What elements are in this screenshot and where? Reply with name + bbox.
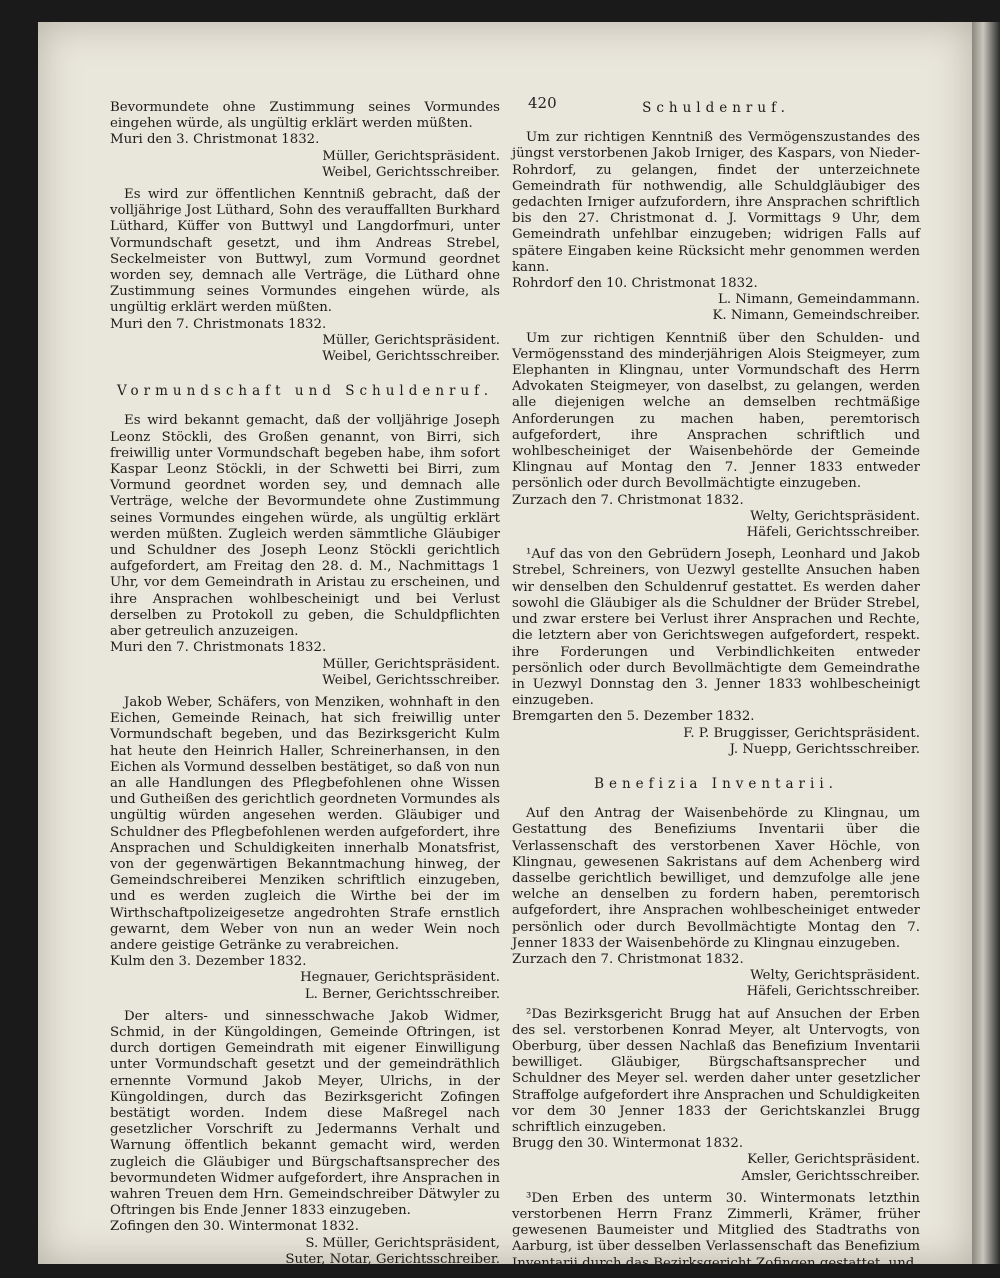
notice-signature: J. Nuepp, Gerichtsschreiber. <box>729 741 920 757</box>
notice-text: ²Das Bezirksgericht Brugg hat auf Ansuchen der Erben des sel. verstorbenen Konrad Meyer, alt Untervogts, von Oberburg, über dessen Nachlaß das Benefizium Inventarii bewilliget. Gläubiger, Bürgschaftsansprecher und Schuldner des Meyer sel. werden daher unter gesetzlicher Straffolge aufgefordert ihre Ansprachen und Schuldigkeiten vor dem 30 Jenner 1833 der Gerichtskanzlei Brugg schriftlich einzugeben. <box>512 1006 920 1135</box>
notice-signature: K. Nimann, Gemeindschreiber. <box>712 308 920 324</box>
page-number: 420 <box>528 94 557 112</box>
notice <box>512 1007 920 1185</box>
notice-signature: Müller, Gerichtspräsident. <box>322 148 500 164</box>
left-column <box>110 100 500 1274</box>
notice-text: Auf den Antrag der Waisenbehörde zu Klingnau, um Gestattung des Benefiziums Inventarii über die Verlassenschaft des verstorbenen Xaver Höchle, von Klingnau, gewesenen Sakristans auf dem Achenberg wird dasselbe gerichtlich bewilliget, und demzufolge alle jene welche an denselben zu fordern haben, peremtorisch aufgefordert, ihre Ansprachen wohlbescheiniget entweder persönlich oder durch Bevollmächtigte Montag den 7. Jenner 1833 der Waisenbehörde zu Klingnau einzugeben. <box>512 806 920 951</box>
notice-signature: Häfeli, Gerichtsschreiber. <box>746 984 920 1000</box>
section-heading: Schuldenruf. <box>642 100 790 116</box>
notice <box>512 130 920 324</box>
notice-text: ³Den Erben des unterm 30. Wintermonats letzthin verstorbenen Herrn Franz Zimmerli, Krämer, früher gewesenen Baumeister und Mitglied des Stadtraths von Aarburg, ist über desselben Verlassenschaft das Benefizium Inventarii durch das Bezirksgericht Zofingen gestattet, und <box>512 1190 920 1271</box>
notice <box>512 1191 920 1272</box>
notice-text: Der alters- und sinnesschwache Jakob Widmer, Schmid, in der Küngoldingen, Gemeinde Oftringen, ist durch dortigen Gemeindrath mit eigener Einwilligung unter Vormundschaft gesetzt und der gemeindräthlich ernennte Vormund Jakob Meyer, Ulrichs, in der Küngoldingen, durch das Bezirksgericht Zofingen bestätigt worden. Indem diese Maßregel nach gesetzlicher Vorschrift zu Jedermanns Verhalt und Warnung öffentlich bekannt gemacht wird, werden zugleich die Gläubiger und Bürgschaftsansprecher des bevormundeten Widmer aufgefordert, ihre Ansprachen in wahren Treuen dem Hrn. Gemeindschreiber Dätwyler zu Oftringen bis Ende Jenner 1833 einzugeben. <box>110 1008 500 1219</box>
notice <box>110 413 500 688</box>
notice-place-date: Muri den 3. Christmonat 1832. <box>110 132 320 148</box>
notice-place-date: Zofingen den 30. Wintermonat 1832. <box>110 1219 359 1235</box>
notice-signature: F. P. Bruggisser, Gerichtspräsident. <box>683 725 920 741</box>
notice-signature: Amsler, Gerichtsschreiber. <box>741 1168 920 1184</box>
notice-signature: L. Nimann, Gemeindammann. <box>717 292 920 308</box>
notice-signature: Weibel, Gerichtsschreiber. <box>322 672 500 688</box>
notice <box>512 331 920 542</box>
notice-place-date: Brugg den 30. Wintermonat 1832. <box>512 1136 744 1152</box>
notice-signature: L. Berner, Gerichtsschreiber. <box>304 986 500 1002</box>
notice <box>110 100 500 181</box>
notice-signature: Müller, Gerichtspräsident. <box>322 332 500 348</box>
notice-text: Es wird zur öffentlichen Kenntniß gebracht, daß der volljährige Jost Lüthard, Sohn des verauffallten Burkhard Lüthard, Küffer von Buttwyl und Langdorfmuri, unter Vormundschaft gesetzt, und ihm Andreas Strebel, Seckelmeister von Buttwyl, zum Vormund geordnet worden sey, demnach alle Verträge, die Lüthard ohne Zustimmung seines Vormundes eingehen würde, als ungültig erklärt werden müßten. <box>110 187 500 316</box>
notice-signature: Häfeli, Gerichtsschreiber. <box>746 525 920 541</box>
section-heading: Benefizia Inventarii. <box>594 775 838 792</box>
notice-text: Um zur richtigen Kenntniß über den Schulden- und Vermögensstand des minderjährigen Alois Steigmeyer, zum Elephanten in Klingnau, unter Vormundschaft des Herrn Advokaten Steigmeyer, von daselbst, zu gelangen, werden alle diejenigen welche an demselben rechtmäßige Anforderungen zu machen haben, peremtorisch aufgefordert, ihre Ansprachen schriftlich und wohlbescheiniget der Waisenbehörde der Gemeinde Klingnau auf Montag den 7. Jenner 1833 entweder persönlich oder durch Bevollmächtigte einzugeben. <box>512 330 920 492</box>
notice-place-date: Kulm den 3. Dezember 1832. <box>110 954 307 970</box>
notice <box>110 1009 500 1268</box>
notice <box>512 806 920 1000</box>
notice <box>110 695 500 1003</box>
notice-text: Um zur richtigen Kenntniß des Vermögenszustandes des jüngst verstorbenen Jakob Irniger, des Kaspars, von Nieder-Rohrdorf, zu gelangen, findet der unterzeichnete Gemeindrath für nothwendig, alle Schuldgläubiger des gedachten Irniger aufzufordern, ihre Ansprachen schriftlich bis den 27. Christmonat d. J. Vormittags 9 Uhr, dem Gemeindrath unfehlbar einzugeben; widrigen Falls auf spätere Eingaben keine Rücksicht mehr genommen werden kann. <box>512 130 920 275</box>
section-heading: Vormundschaft und Schuldenruf. <box>117 383 493 400</box>
notice-text: ¹Auf das von den Gebrüdern Joseph, Leonhard und Jakob Strebel, Schreiners, von Uezwyl gestellte Ansuchen haben wir denselben den Schuldenruf gestattet. Es werden daher sowohl die Gläubiger als die Schuldner der Brüder Strebel, und zwar erstere bei Verlust ihrer Ansprachen und Rechte, die letztern aber von Gerichtswegen aufgefordert, respekt. ihre Forderungen und Verbindlichkeiten entweder persönlich oder durch Bevollmächtigte dem Gemeindrathe in Uezwyl Donnstag den 3. Jenner 1833 wohlbescheinigt einzugeben. <box>512 547 920 709</box>
notice-signature: Keller, Gerichtspräsident. <box>747 1152 920 1168</box>
notice-signature: Welty, Gerichtspräsident. <box>750 508 920 524</box>
notice-text: Jakob Weber, Schäfers, von Menziken, wohnhaft in den Eichen, Gemeinde Reinach, hat sich freiwillig unter Vormundschaft begeben, und das Bezirksgericht Kulm hat heute den Heinrich Haller, Schreinerhansen, in den Eichen als Vormund desselben bestätiget, so daß von nun an alle Handlungen des Pflegbefohlenen ohne Wissen und Gutheißen des gerichtlich geordneten Vormundes als ungültig würden angesehen werden. Gläubiger und Schuldner des Pflegbefohlenen werden aufgefordert, ihre Ansprachen und Schuldigkeiten innerhalb Monatsfrist, von der gegenwärtigen Bekanntmachung hinweg, der Gemeindschreiberei Menziken schriftlich einzugeben, und es werden zugleich die Wirthe bei der im Wirthschaftpolizeigesetze angedrohten Strafe ernstlich gewarnt, dem Weber von nun an weder Wein noch andere geistige Getränke zu verabreichen. <box>110 694 500 953</box>
notice-signature: S. Müller, Gerichtspräsident, <box>305 1235 500 1251</box>
notice-place-date: Muri den 7. Christmonats 1832. <box>110 640 327 656</box>
right-column <box>512 100 920 1278</box>
notice-place-date: Zurzach den 7. Christmonat 1832. <box>512 951 744 967</box>
notice-signature: Weibel, Gerichtsschreiber. <box>322 349 500 365</box>
notice-text: Bevormundete ohne Zustimmung seines Vormundes eingehen würde, als ungültig erklärt werden müßten. <box>110 100 500 132</box>
notice-signature: Suter, Notar, Gerichtsschreiber. <box>285 1251 500 1267</box>
notice-text: Es wird bekannt gemacht, daß der volljährige Joseph Leonz Stöckli, des Großen genannt, von Birri, sich freiwillig unter Vormundschaft begeben habe, ihm sofort Kaspar Leonz Stöckli, in der Schwetti bei Birri, zum Vormund geordnet worden sey, und demnach alle Verträge, welche der Bevormundete ohne Zustimmung seines Vormundes eingehen würde, als ungültig erklärt werden müßten. Zugleich werden sämmtliche Gläubiger und Schuldner des Joseph Leonz Stöckli gerichtlich aufgefordert, am Freitag den 28. d. M., Nachmittags 1 Uhr, vor dem Gemeindrath in Aristau zu erscheinen, und ihre Ansprachen wohlbescheinigt und bei Verlust derselben zu Protokoll zu geben, die Schuldpflichten aber getreulich anzuzeigen. <box>110 413 500 640</box>
notice-signature: Welty, Gerichtspräsident. <box>750 968 920 984</box>
notice-place-date: Muri den 7. Christmonats 1832. <box>110 316 327 332</box>
notice-signature: Müller, Gerichtspräsident. <box>322 656 500 672</box>
notice-signature: Hegnauer, Gerichtspräsident. <box>300 970 500 986</box>
notice <box>110 187 500 365</box>
notice <box>512 547 920 758</box>
notice-signature: Weibel, Gerichtsschreiber. <box>322 164 500 180</box>
notice-place-date: Bremgarten den 5. Dezember 1832. <box>512 709 755 725</box>
notice-place-date: Zurzach den 7. Christmonat 1832. <box>512 492 744 508</box>
notice-place-date: Rohrdorf den 10. Christmonat 1832. <box>512 276 758 292</box>
next-page-edge <box>972 22 1000 1264</box>
